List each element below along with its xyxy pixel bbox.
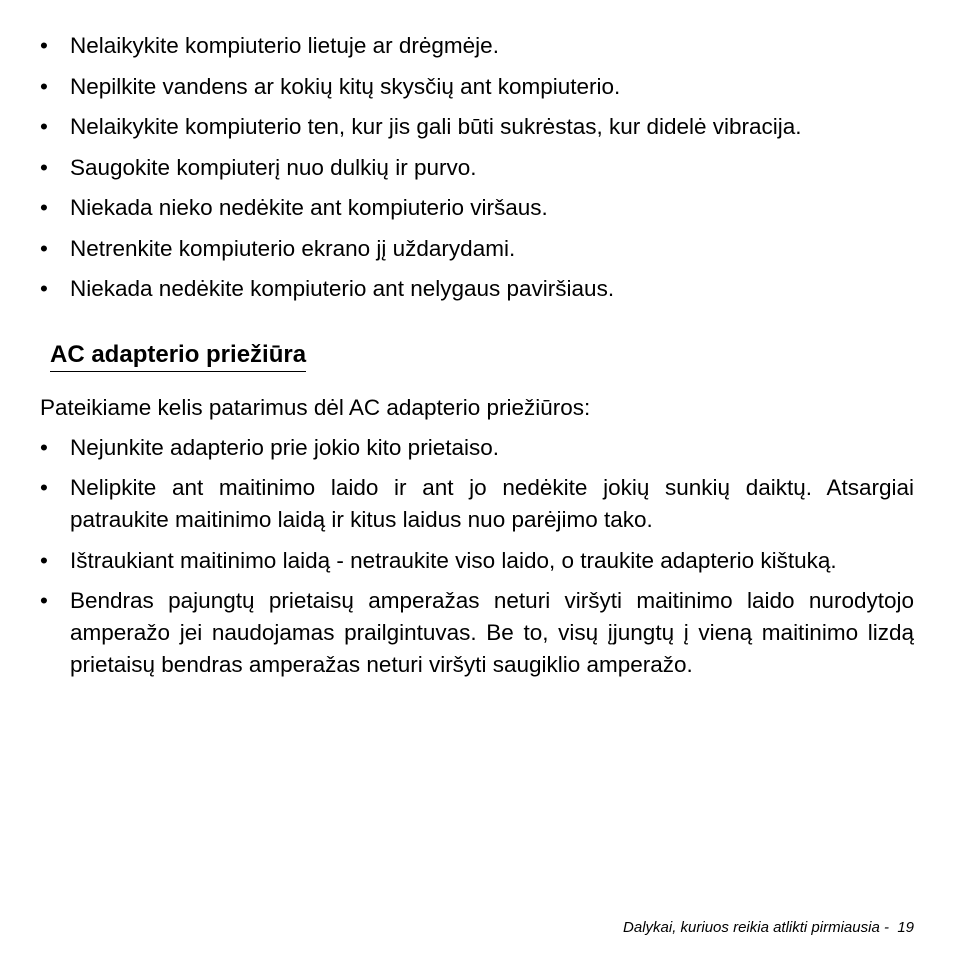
list-item bbox=[40, 472, 914, 536]
bullet-icon: • bbox=[40, 276, 48, 301]
list-item bbox=[40, 273, 914, 305]
list-item-text: Nelipkite ant maitinimo laido ir ant jo nedėkite jokių sunkių daiktų. Atsargiai patraukite maitinimo laidą ir kitus laidus nuo parėjimo tako. bbox=[70, 475, 914, 532]
list-item-text: Nelaikykite kompiuterio lietuje ar drėgmėje. bbox=[70, 33, 499, 58]
list-item-text: Bendras pajungtų prietaisų amperažas neturi viršyti maitinimo laido nurodytojo amperažo jei naudojamas prailgintuvas. Be to, visų įjungtų į vieną maitinimo lizdą prietaisų bendras amperažas neturi viršyti saugiklio amperažo. bbox=[70, 588, 914, 677]
list-item-text: Niekada nieko nedėkite ant kompiuterio viršaus. bbox=[70, 195, 548, 220]
list-item bbox=[40, 585, 914, 681]
page-number: 19 bbox=[897, 919, 914, 936]
bullet-icon: • bbox=[40, 434, 48, 460]
page-footer bbox=[623, 918, 914, 938]
care-list bbox=[40, 30, 914, 305]
bullet-icon: • bbox=[40, 475, 48, 500]
list-item bbox=[40, 71, 914, 103]
list-item-text: Saugokite kompiuterį nuo dulkių ir purvo. bbox=[70, 154, 477, 180]
adapter-list bbox=[40, 432, 914, 682]
bullet-icon: • bbox=[40, 195, 48, 220]
list-item-text: Niekada nedėkite kompiuterio ant nelygaus paviršiaus. bbox=[70, 276, 615, 301]
list-item bbox=[40, 192, 914, 224]
list-item-text: Nejunkite adapterio prie jokio kito prietaiso. bbox=[70, 434, 499, 460]
bullet-icon: • bbox=[40, 114, 48, 139]
list-item-text: Netrenkite kompiuterio ekrano jį uždarydami. bbox=[70, 235, 516, 261]
bullet-icon: • bbox=[40, 33, 48, 58]
section-heading: AC adapterio priežiūra bbox=[50, 340, 306, 372]
bullet-icon: • bbox=[40, 154, 48, 180]
bullet-icon: • bbox=[40, 235, 48, 261]
list-item bbox=[40, 432, 914, 464]
footer-separator: - bbox=[883, 919, 889, 936]
list-item bbox=[40, 545, 914, 577]
intro-paragraph: Pateikiame kelis patarimus dėl AC adapterio priežiūros: bbox=[40, 394, 591, 420]
bullet-icon: • bbox=[40, 547, 48, 573]
list-item bbox=[40, 30, 914, 62]
list-item bbox=[40, 152, 914, 184]
bullet-icon: • bbox=[40, 73, 48, 99]
list-item-text: Nelaikykite kompiuterio ten, kur jis gali būti sukrėstas, kur didelė vibracija. bbox=[70, 114, 802, 139]
footer-section-title: Dalykai, kuriuos reikia atlikti pirmiausia bbox=[623, 919, 880, 936]
bullet-icon: • bbox=[40, 588, 48, 613]
list-item-text: Nepilkite vandens ar kokių kitų skysčių ant kompiuterio. bbox=[70, 73, 621, 99]
list-item bbox=[40, 233, 914, 265]
list-item bbox=[40, 111, 914, 143]
list-item-text: Ištraukiant maitinimo laidą - netraukite viso laido, o traukite adapterio kištuką. bbox=[70, 547, 837, 573]
document-page bbox=[40, 30, 914, 690]
